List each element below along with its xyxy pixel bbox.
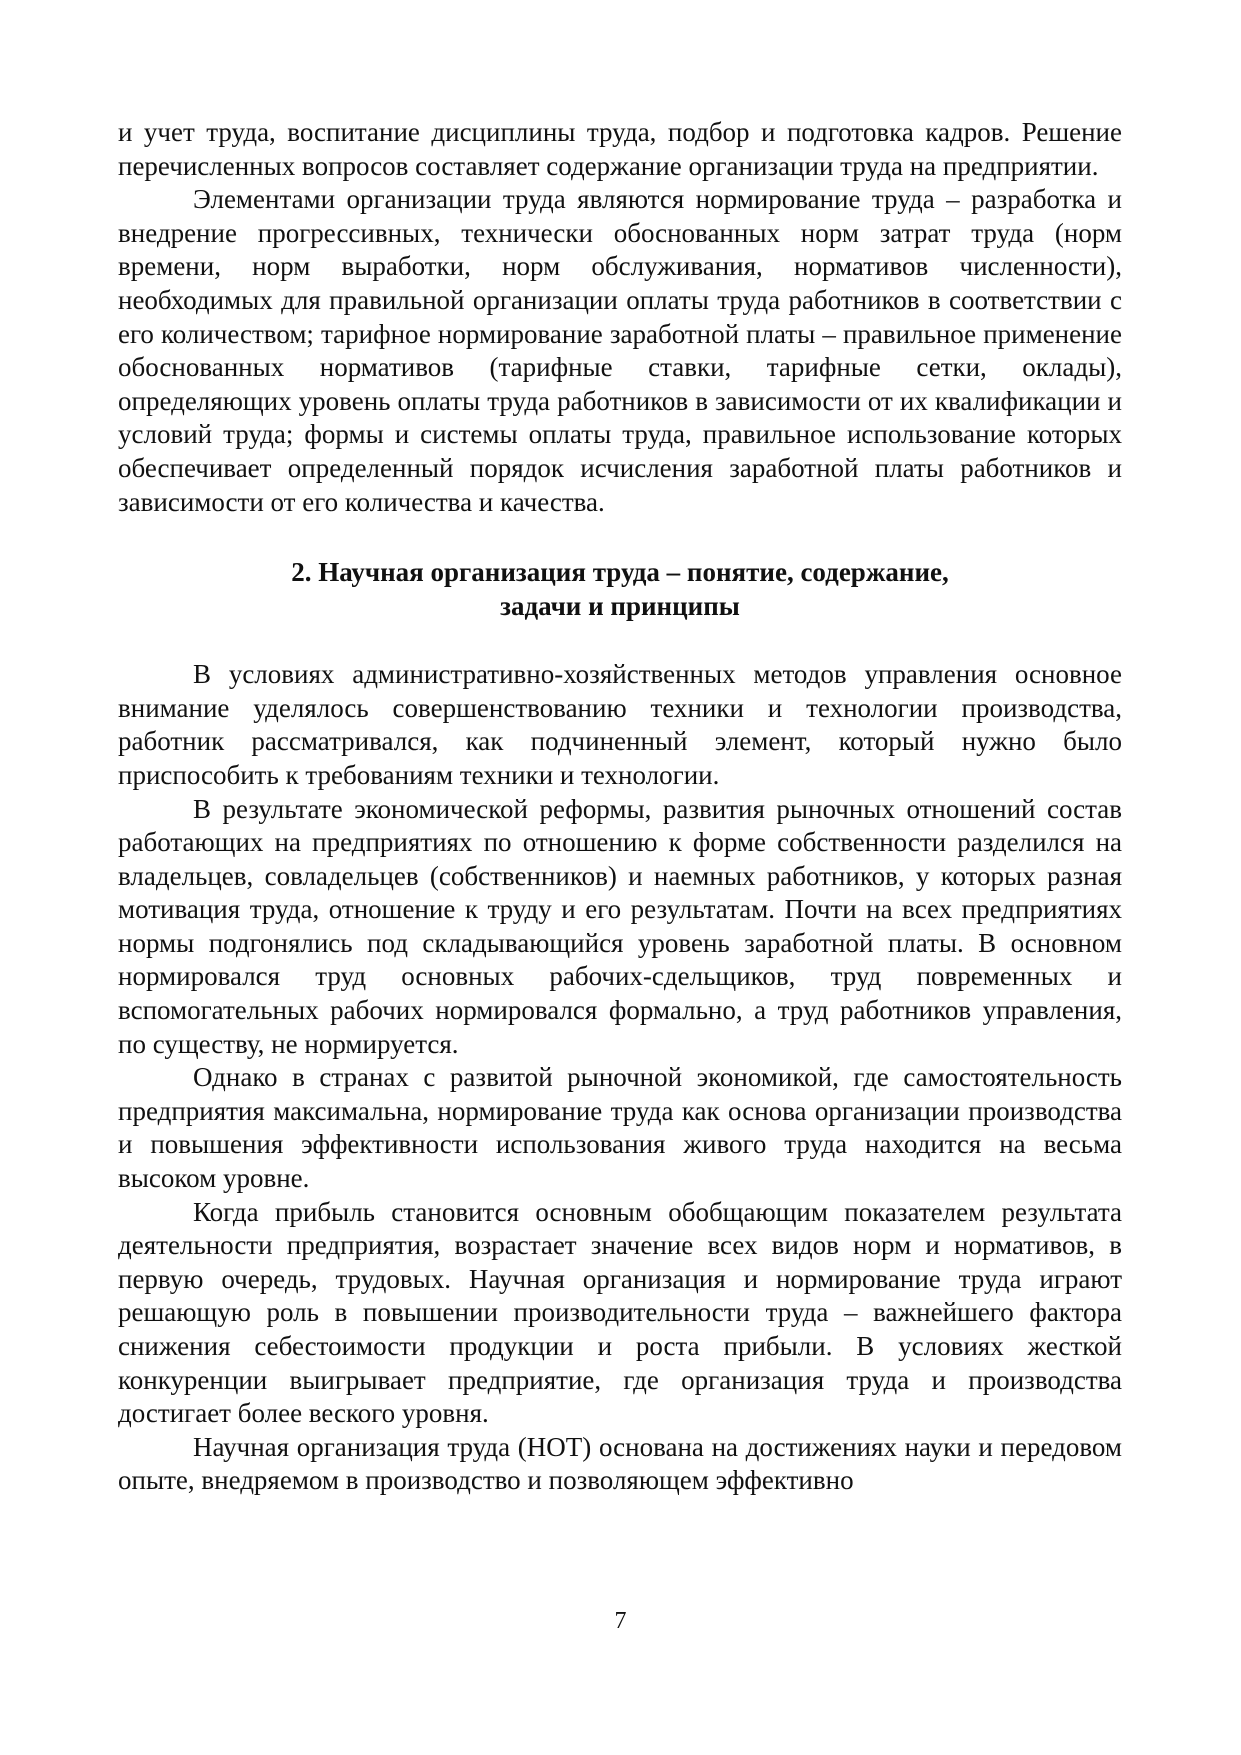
paragraph-labor-organization-elements: Элементами организации труда являются нормирование труда – разработка и внедрение прогрессивных, технически обоснованных норм затрат труда (норм времени, норм выработки, норм обслуживания, нормативов численности), необходимых для правильной организации оплаты труда работников в соответствии с его количеством; тарифное нормирование заработной платы – правильное применение обоснованных нормативов (тарифные ставки, тарифные сетки, оклады), определяющих уровень оплаты труда работников в зависимости от их квалификации и условий труда; формы и системы оплаты труда, правильное использование которых обеспечивает определенный порядок исчисления заработной платы работников и зависимости от его количества и качества. bbox=[118, 184, 1122, 517]
paragraph-not-definition: Научная организация труда (НОТ) основана на достижениях науки и передовом опыте, внедряемом в производство и позволяющем эффективно bbox=[118, 1431, 1122, 1496]
section-heading-line-1: 2. Научная организация труда – понятие, содержание, bbox=[291, 557, 949, 588]
page-number: 7 bbox=[614, 1608, 627, 1634]
section-heading bbox=[118, 555, 1122, 623]
paragraph-continued: и учет труда, воспитание дисциплины труда, подбор и подготовка кадров. Решение перечисленных вопросов составляет содержание организации труда на предприятии. bbox=[118, 117, 1122, 181]
paragraph-market-economy: Однако в странах с развитой рыночной экономикой, где самостоятельность предприятия максимальна, нормирование труда как основа организации производства и повышения эффективности использования живого труда находится на весьма высоком уровне. bbox=[118, 1062, 1122, 1194]
paragraph-profit-indicator: Когда прибыль становится основным обобщающим показателем результата деятельности предприятия, возрастает значение всех видов норм и нормативов, в первую очередь, трудовых. Научная организация и нормирование труда играют решающую роль в повышении производительности труда – важнейшего фактора снижения себестоимости продукции и роста прибыли. В условиях жесткой конкуренции выигрывает предприятие, где организация труда и производства достигает более веского уровня. bbox=[118, 1196, 1122, 1429]
document-page bbox=[118, 116, 1122, 1498]
section-heading-line-2: задачи и принципы bbox=[500, 591, 740, 622]
paragraph-administrative-methods: В условиях административно-хозяйственных методов управления основное внимание уделялось совершенствованию техники и технологии производства, работник рассматривался, как подчиненный элемент, который нужно было приспособить к требованиям техники и технологии. bbox=[118, 659, 1122, 790]
paragraph-economic-reform: В результате экономической реформы, развития рыночных отношений состав работающих на предприятиях по отношению к форме собственности разделился на владельцев, совладельцев (собственников) и наемных работников, у которых разная мотивация труда, отношение к труду и его результатам. Почти на всех предприятиях нормы подгонялись под складывающийся уровень заработной платы. В основном нормировался труд основных рабочих-сдельщиков, труд повременных и вспомогательных рабочих нормировался формально, а труд работников управления, по существу, не нормируется. bbox=[118, 793, 1122, 1059]
